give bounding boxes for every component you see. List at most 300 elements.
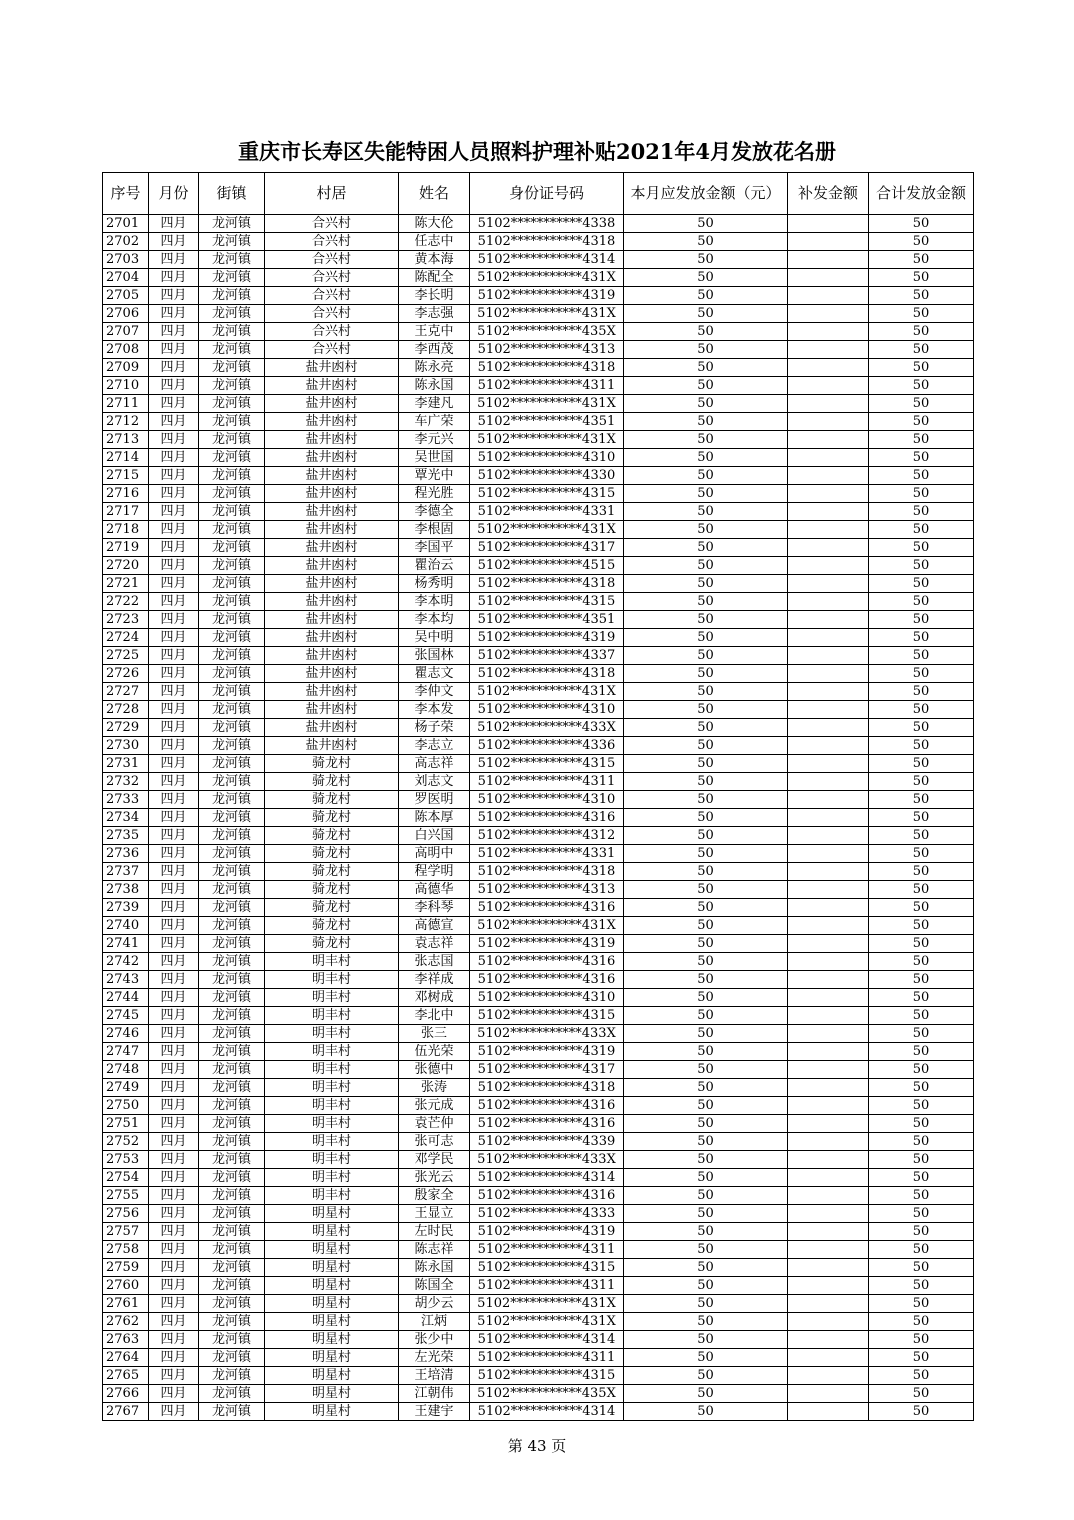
supplement-cell <box>788 917 869 935</box>
month-cell: 四月 <box>149 233 199 251</box>
table-row <box>103 1043 974 1061</box>
id-cell: 5102***********4311 <box>470 1349 624 1367</box>
seq-cell: 2713 <box>103 431 149 449</box>
amount-due-cell: 50 <box>624 1133 788 1151</box>
table-row <box>103 1025 974 1043</box>
month-cell: 四月 <box>149 449 199 467</box>
table-row <box>103 1385 974 1403</box>
total-cell: 50 <box>869 917 974 935</box>
amount-due-cell: 50 <box>624 1367 788 1385</box>
town-cell: 龙河镇 <box>199 989 265 1007</box>
town-cell: 龙河镇 <box>199 485 265 503</box>
seq-cell: 2761 <box>103 1295 149 1313</box>
total-cell: 50 <box>869 1295 974 1313</box>
table-row <box>103 1259 974 1277</box>
total-cell: 50 <box>869 1385 974 1403</box>
id-cell: 5102***********431X <box>470 683 624 701</box>
name-cell: 陈永亮 <box>399 359 470 377</box>
header-village: 村居 <box>265 173 399 215</box>
village-cell: 合兴村 <box>265 305 399 323</box>
total-cell: 50 <box>869 701 974 719</box>
supplement-cell <box>788 1277 869 1295</box>
month-cell: 四月 <box>149 1187 199 1205</box>
supplement-cell <box>788 575 869 593</box>
name-cell: 瞿志文 <box>399 665 470 683</box>
amount-due-cell: 50 <box>624 899 788 917</box>
table-row <box>103 845 974 863</box>
id-cell: 5102***********4318 <box>470 233 624 251</box>
amount-due-cell: 50 <box>624 575 788 593</box>
total-cell: 50 <box>869 773 974 791</box>
name-cell: 李仲文 <box>399 683 470 701</box>
table-row <box>103 1061 974 1079</box>
name-cell: 袁志祥 <box>399 935 470 953</box>
month-cell: 四月 <box>149 845 199 863</box>
supplement-cell <box>788 1115 869 1133</box>
town-cell: 龙河镇 <box>199 1007 265 1025</box>
total-cell: 50 <box>869 791 974 809</box>
amount-due-cell: 50 <box>624 1079 788 1097</box>
village-cell: 明星村 <box>265 1367 399 1385</box>
amount-due-cell: 50 <box>624 485 788 503</box>
month-cell: 四月 <box>149 773 199 791</box>
village-cell: 盐井凼村 <box>265 575 399 593</box>
town-cell: 龙河镇 <box>199 377 265 395</box>
amount-due-cell: 50 <box>624 467 788 485</box>
total-cell: 50 <box>869 737 974 755</box>
month-cell: 四月 <box>149 953 199 971</box>
seq-cell: 2707 <box>103 323 149 341</box>
amount-due-cell: 50 <box>624 1313 788 1331</box>
id-cell: 5102***********4310 <box>470 989 624 1007</box>
supplement-cell <box>788 1385 869 1403</box>
supplement-cell <box>788 719 869 737</box>
month-cell: 四月 <box>149 1133 199 1151</box>
name-cell: 李志强 <box>399 305 470 323</box>
table-row <box>103 395 974 413</box>
amount-due-cell: 50 <box>624 665 788 683</box>
amount-due-cell: 50 <box>624 683 788 701</box>
amount-due-cell: 50 <box>624 1223 788 1241</box>
table-row <box>103 1187 974 1205</box>
town-cell: 龙河镇 <box>199 1241 265 1259</box>
amount-due-cell: 50 <box>624 413 788 431</box>
total-cell: 50 <box>869 269 974 287</box>
table-row <box>103 809 974 827</box>
name-cell: 李祥成 <box>399 971 470 989</box>
seq-cell: 2740 <box>103 917 149 935</box>
header-id-number: 身份证号码 <box>470 173 624 215</box>
month-cell: 四月 <box>149 1025 199 1043</box>
supplement-cell <box>788 377 869 395</box>
village-cell: 明丰村 <box>265 1169 399 1187</box>
supplement-cell <box>788 989 869 1007</box>
supplement-cell <box>788 215 869 233</box>
amount-due-cell: 50 <box>624 737 788 755</box>
total-cell: 50 <box>869 593 974 611</box>
name-cell: 高德华 <box>399 881 470 899</box>
id-cell: 5102***********4315 <box>470 1007 624 1025</box>
town-cell: 龙河镇 <box>199 1061 265 1079</box>
id-cell: 5102***********4314 <box>470 1331 624 1349</box>
seq-cell: 2739 <box>103 899 149 917</box>
town-cell: 龙河镇 <box>199 1187 265 1205</box>
seq-cell: 2760 <box>103 1277 149 1295</box>
roster-table <box>102 172 974 1421</box>
seq-cell: 2735 <box>103 827 149 845</box>
page-number: 第 43 页 <box>507 1437 567 1455</box>
name-cell: 胡少云 <box>399 1295 470 1313</box>
total-cell: 50 <box>869 485 974 503</box>
seq-cell: 2755 <box>103 1187 149 1205</box>
month-cell: 四月 <box>149 1115 199 1133</box>
supplement-cell <box>788 593 869 611</box>
village-cell: 明丰村 <box>265 1187 399 1205</box>
id-cell: 5102***********4333 <box>470 1205 624 1223</box>
supplement-cell <box>788 701 869 719</box>
supplement-cell <box>788 809 869 827</box>
supplement-cell <box>788 1349 869 1367</box>
town-cell: 龙河镇 <box>199 1223 265 1241</box>
table-row <box>103 1169 974 1187</box>
village-cell: 盐井凼村 <box>265 431 399 449</box>
name-cell: 高志祥 <box>399 755 470 773</box>
table-row <box>103 593 974 611</box>
supplement-cell <box>788 1205 869 1223</box>
id-cell: 5102***********4314 <box>470 1403 624 1421</box>
village-cell: 明星村 <box>265 1205 399 1223</box>
id-cell: 5102***********4315 <box>470 593 624 611</box>
town-cell: 龙河镇 <box>199 881 265 899</box>
town-cell: 龙河镇 <box>199 359 265 377</box>
town-cell: 龙河镇 <box>199 809 265 827</box>
amount-due-cell: 50 <box>624 431 788 449</box>
month-cell: 四月 <box>149 215 199 233</box>
supplement-cell <box>788 755 869 773</box>
month-cell: 四月 <box>149 827 199 845</box>
supplement-cell <box>788 233 869 251</box>
village-cell: 盐井凼村 <box>265 647 399 665</box>
amount-due-cell: 50 <box>624 701 788 719</box>
seq-cell: 2733 <box>103 791 149 809</box>
total-cell: 50 <box>869 863 974 881</box>
town-cell: 龙河镇 <box>199 341 265 359</box>
header-town: 街镇 <box>199 173 265 215</box>
month-cell: 四月 <box>149 1385 199 1403</box>
total-cell: 50 <box>869 935 974 953</box>
seq-cell: 2703 <box>103 251 149 269</box>
supplement-cell <box>788 827 869 845</box>
name-cell: 李德全 <box>399 503 470 521</box>
month-cell: 四月 <box>149 1277 199 1295</box>
village-cell: 明星村 <box>265 1223 399 1241</box>
name-cell: 张光云 <box>399 1169 470 1187</box>
amount-due-cell: 50 <box>624 881 788 899</box>
amount-due-cell: 50 <box>624 1331 788 1349</box>
village-cell: 明丰村 <box>265 989 399 1007</box>
seq-cell: 2732 <box>103 773 149 791</box>
town-cell: 龙河镇 <box>199 647 265 665</box>
table-row <box>103 1133 974 1151</box>
seq-cell: 2709 <box>103 359 149 377</box>
total-cell: 50 <box>869 215 974 233</box>
month-cell: 四月 <box>149 1079 199 1097</box>
month-cell: 四月 <box>149 881 199 899</box>
table-row <box>103 539 974 557</box>
village-cell: 盐井凼村 <box>265 467 399 485</box>
amount-due-cell: 50 <box>624 773 788 791</box>
supplement-cell <box>788 449 869 467</box>
total-cell: 50 <box>869 1313 974 1331</box>
seq-cell: 2729 <box>103 719 149 737</box>
supplement-cell <box>788 467 869 485</box>
town-cell: 龙河镇 <box>199 449 265 467</box>
month-cell: 四月 <box>149 377 199 395</box>
name-cell: 李本均 <box>399 611 470 629</box>
amount-due-cell: 50 <box>624 953 788 971</box>
name-cell: 李根固 <box>399 521 470 539</box>
total-cell: 50 <box>869 305 974 323</box>
id-cell: 5102***********433X <box>470 719 624 737</box>
town-cell: 龙河镇 <box>199 1385 265 1403</box>
village-cell: 盐井凼村 <box>265 683 399 701</box>
month-cell: 四月 <box>149 665 199 683</box>
amount-due-cell: 50 <box>624 287 788 305</box>
id-cell: 5102***********431X <box>470 269 624 287</box>
town-cell: 龙河镇 <box>199 665 265 683</box>
seq-cell: 2752 <box>103 1133 149 1151</box>
supplement-cell <box>788 521 869 539</box>
supplement-cell <box>788 305 869 323</box>
month-cell: 四月 <box>149 1367 199 1385</box>
village-cell: 明星村 <box>265 1385 399 1403</box>
village-cell: 明丰村 <box>265 1079 399 1097</box>
month-cell: 四月 <box>149 1061 199 1079</box>
amount-due-cell: 50 <box>624 845 788 863</box>
amount-due-cell: 50 <box>624 305 788 323</box>
amount-due-cell: 50 <box>624 1025 788 1043</box>
seq-cell: 2711 <box>103 395 149 413</box>
total-cell: 50 <box>869 467 974 485</box>
table-row <box>103 467 974 485</box>
town-cell: 龙河镇 <box>199 269 265 287</box>
seq-cell: 2745 <box>103 1007 149 1025</box>
name-cell: 邓学民 <box>399 1151 470 1169</box>
amount-due-cell: 50 <box>624 503 788 521</box>
village-cell: 盐井凼村 <box>265 539 399 557</box>
amount-due-cell: 50 <box>624 557 788 575</box>
village-cell: 骑龙村 <box>265 935 399 953</box>
name-cell: 陈永国 <box>399 377 470 395</box>
supplement-cell <box>788 1367 869 1385</box>
id-cell: 5102***********4313 <box>470 881 624 899</box>
village-cell: 骑龙村 <box>265 863 399 881</box>
seq-cell: 2736 <box>103 845 149 863</box>
supplement-cell <box>788 791 869 809</box>
amount-due-cell: 50 <box>624 863 788 881</box>
table-row <box>103 305 974 323</box>
total-cell: 50 <box>869 1097 974 1115</box>
village-cell: 盐井凼村 <box>265 359 399 377</box>
table-row <box>103 1331 974 1349</box>
village-cell: 骑龙村 <box>265 827 399 845</box>
total-cell: 50 <box>869 755 974 773</box>
seq-cell: 2712 <box>103 413 149 431</box>
amount-due-cell: 50 <box>624 1277 788 1295</box>
village-cell: 合兴村 <box>265 341 399 359</box>
village-cell: 明星村 <box>265 1241 399 1259</box>
month-cell: 四月 <box>149 251 199 269</box>
id-cell: 5102***********4313 <box>470 341 624 359</box>
total-cell: 50 <box>869 323 974 341</box>
month-cell: 四月 <box>149 1205 199 1223</box>
name-cell: 张可志 <box>399 1133 470 1151</box>
supplement-cell <box>788 1241 869 1259</box>
supplement-cell <box>788 431 869 449</box>
amount-due-cell: 50 <box>624 1007 788 1025</box>
name-cell: 刘志文 <box>399 773 470 791</box>
id-cell: 5102***********431X <box>470 395 624 413</box>
name-cell: 江炳 <box>399 1313 470 1331</box>
village-cell: 盐井凼村 <box>265 377 399 395</box>
id-cell: 5102***********4317 <box>470 1061 624 1079</box>
town-cell: 龙河镇 <box>199 251 265 269</box>
town-cell: 龙河镇 <box>199 827 265 845</box>
seq-cell: 2758 <box>103 1241 149 1259</box>
name-cell: 李建凡 <box>399 395 470 413</box>
id-cell: 5102***********4318 <box>470 665 624 683</box>
supplement-cell <box>788 881 869 899</box>
id-cell: 5102***********4311 <box>470 377 624 395</box>
id-cell: 5102***********4319 <box>470 1043 624 1061</box>
seq-cell: 2718 <box>103 521 149 539</box>
name-cell: 李北中 <box>399 1007 470 1025</box>
town-cell: 龙河镇 <box>199 1097 265 1115</box>
seq-cell: 2764 <box>103 1349 149 1367</box>
table-row <box>103 485 974 503</box>
amount-due-cell: 50 <box>624 629 788 647</box>
total-cell: 50 <box>869 503 974 521</box>
month-cell: 四月 <box>149 971 199 989</box>
table-row <box>103 1223 974 1241</box>
total-cell: 50 <box>869 1187 974 1205</box>
amount-due-cell: 50 <box>624 1061 788 1079</box>
name-cell: 张志国 <box>399 953 470 971</box>
month-cell: 四月 <box>149 863 199 881</box>
table-row <box>103 269 974 287</box>
supplement-cell <box>788 395 869 413</box>
total-cell: 50 <box>869 1331 974 1349</box>
month-cell: 四月 <box>149 1313 199 1331</box>
name-cell: 陈配全 <box>399 269 470 287</box>
seq-cell: 2722 <box>103 593 149 611</box>
village-cell: 合兴村 <box>265 233 399 251</box>
table-row <box>103 899 974 917</box>
id-cell: 5102***********4316 <box>470 809 624 827</box>
village-cell: 骑龙村 <box>265 791 399 809</box>
supplement-cell <box>788 737 869 755</box>
table-row <box>103 323 974 341</box>
id-cell: 5102***********4316 <box>470 971 624 989</box>
id-cell: 5102***********4315 <box>470 1367 624 1385</box>
village-cell: 明丰村 <box>265 1043 399 1061</box>
total-cell: 50 <box>869 1043 974 1061</box>
town-cell: 龙河镇 <box>199 1205 265 1223</box>
village-cell: 明丰村 <box>265 1061 399 1079</box>
month-cell: 四月 <box>149 323 199 341</box>
month-cell: 四月 <box>149 989 199 1007</box>
id-cell: 5102***********4319 <box>470 629 624 647</box>
amount-due-cell: 50 <box>624 1349 788 1367</box>
village-cell: 骑龙村 <box>265 917 399 935</box>
name-cell: 李国平 <box>399 539 470 557</box>
id-cell: 5102***********4318 <box>470 863 624 881</box>
supplement-cell <box>788 1295 869 1313</box>
amount-due-cell: 50 <box>624 935 788 953</box>
amount-due-cell: 50 <box>624 233 788 251</box>
village-cell: 明星村 <box>265 1277 399 1295</box>
amount-due-cell: 50 <box>624 215 788 233</box>
table-row <box>103 215 974 233</box>
name-cell: 程学明 <box>399 863 470 881</box>
amount-due-cell: 50 <box>624 449 788 467</box>
seq-cell: 2763 <box>103 1331 149 1349</box>
table-row <box>103 1151 974 1169</box>
seq-cell: 2710 <box>103 377 149 395</box>
amount-due-cell: 50 <box>624 917 788 935</box>
month-cell: 四月 <box>149 737 199 755</box>
total-cell: 50 <box>869 845 974 863</box>
total-cell: 50 <box>869 953 974 971</box>
name-cell: 陈志祥 <box>399 1241 470 1259</box>
table-row <box>103 773 974 791</box>
amount-due-cell: 50 <box>624 989 788 1007</box>
town-cell: 龙河镇 <box>199 773 265 791</box>
amount-due-cell: 50 <box>624 359 788 377</box>
supplement-cell <box>788 485 869 503</box>
seq-cell: 2720 <box>103 557 149 575</box>
id-cell: 5102***********431X <box>470 521 624 539</box>
table-row <box>103 917 974 935</box>
supplement-cell <box>788 1403 869 1421</box>
village-cell: 明星村 <box>265 1349 399 1367</box>
supplement-cell <box>788 845 869 863</box>
village-cell: 盐井凼村 <box>265 395 399 413</box>
name-cell: 王克中 <box>399 323 470 341</box>
name-cell: 高德宣 <box>399 917 470 935</box>
header-amount-due: 本月应发放金额（元） <box>624 173 788 215</box>
supplement-cell <box>788 287 869 305</box>
total-cell: 50 <box>869 233 974 251</box>
total-cell: 50 <box>869 1223 974 1241</box>
amount-due-cell: 50 <box>624 1259 788 1277</box>
total-cell: 50 <box>869 1241 974 1259</box>
village-cell: 盐井凼村 <box>265 557 399 575</box>
table-row <box>103 611 974 629</box>
table-row <box>103 989 974 1007</box>
table-row <box>103 863 974 881</box>
month-cell: 四月 <box>149 1097 199 1115</box>
month-cell: 四月 <box>149 431 199 449</box>
town-cell: 龙河镇 <box>199 1277 265 1295</box>
name-cell: 王显立 <box>399 1205 470 1223</box>
amount-due-cell: 50 <box>624 611 788 629</box>
seq-cell: 2741 <box>103 935 149 953</box>
table-header-row <box>103 173 974 215</box>
amount-due-cell: 50 <box>624 341 788 359</box>
id-cell: 5102***********4316 <box>470 953 624 971</box>
id-cell: 5102***********4316 <box>470 1097 624 1115</box>
